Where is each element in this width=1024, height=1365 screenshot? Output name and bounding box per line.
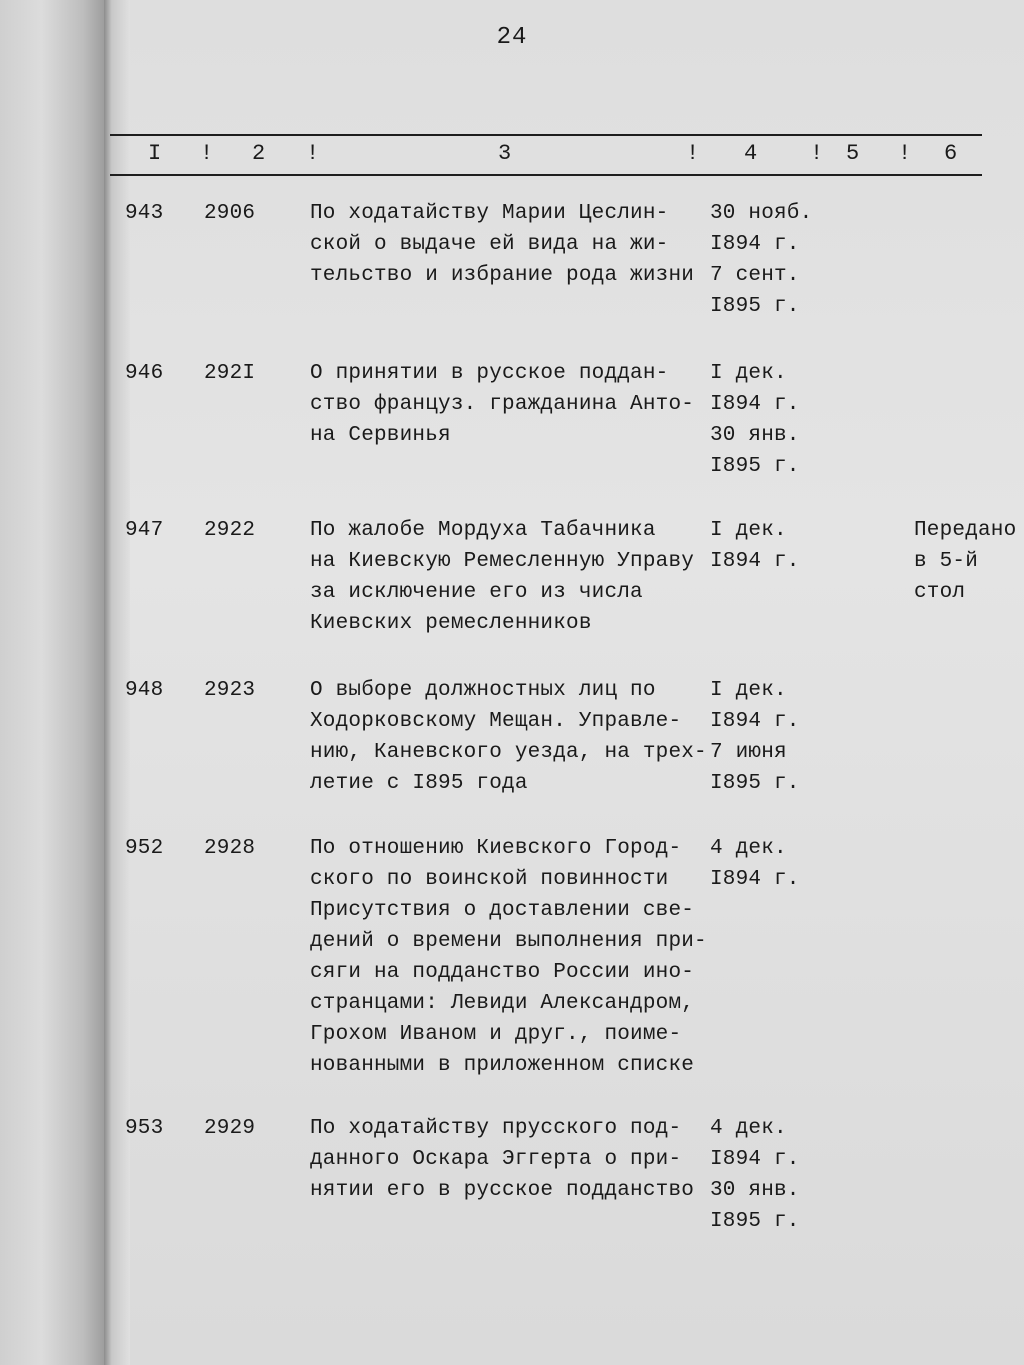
- row-date-line: I895 г.: [710, 772, 800, 795]
- row-note-line: в 5-й: [914, 550, 979, 573]
- row-description-line: По ходатайству прусского под-: [310, 1117, 682, 1140]
- row-date-line: I895 г.: [710, 455, 800, 478]
- row-description-line: данного Оскара Эггерта о при-: [310, 1148, 682, 1171]
- row-date-line: I дек.: [710, 362, 787, 385]
- row-reference: 2923: [204, 679, 256, 702]
- page-number: 24: [496, 24, 528, 51]
- row-date-line: 4 дек.: [710, 837, 787, 860]
- row-number: 947: [125, 519, 164, 542]
- row-description-line: Ходорковскому Мещан. Управле-: [310, 710, 682, 733]
- row-description-line: тельство и избрание рода жизни: [310, 264, 695, 287]
- row-number: 943: [125, 202, 164, 225]
- row-description-line: летие с I895 года: [310, 772, 528, 795]
- row-number: 948: [125, 679, 164, 702]
- row-description-line: нованными в приложенном списке: [310, 1054, 695, 1077]
- row-date-line: 7 сент.: [710, 264, 800, 287]
- row-description-line: ского по воинской повинности: [310, 868, 669, 891]
- row-reference: 2929: [204, 1117, 256, 1140]
- row-description-line: нятии его в русское подданство: [310, 1179, 695, 1202]
- header-sep-3: !: [686, 141, 700, 166]
- row-description-line: ской о выдаче ей вида на жи-: [310, 233, 669, 256]
- row-description-line: Киевских ремесленников: [310, 612, 592, 635]
- binding-strip: [0, 0, 104, 1365]
- header-col-3: 3: [498, 141, 512, 166]
- row-date-line: 30 нояб.: [710, 202, 813, 225]
- row-note-line: стол: [914, 581, 966, 604]
- row-date-line: 7 июня: [710, 741, 787, 764]
- row-reference: 2906: [204, 202, 256, 225]
- row-date-line: I дек.: [710, 519, 787, 542]
- row-description-line: По ходатайству Марии Цеслин-: [310, 202, 669, 225]
- row-date-line: 30 янв.: [710, 1179, 800, 1202]
- row-reference: 2922: [204, 519, 256, 542]
- row-date-line: I895 г.: [710, 295, 800, 318]
- row-date-line: 4 дек.: [710, 1117, 787, 1140]
- row-date-line: I894 г.: [710, 1148, 800, 1171]
- header-top-rule: [110, 134, 982, 136]
- row-number: 953: [125, 1117, 164, 1140]
- row-date-line: I894 г.: [710, 868, 800, 891]
- row-description-line: О выборе должностных лиц по: [310, 679, 656, 702]
- row-date-line: 30 янв.: [710, 424, 800, 447]
- header-col-5: 5: [846, 141, 860, 166]
- header-sep-1: !: [200, 141, 214, 166]
- row-description-line: По жалобе Мордуха Табачника: [310, 519, 656, 542]
- header-sep-5: !: [898, 141, 912, 166]
- row-description-line: Присутствия о доставлении све-: [310, 899, 695, 922]
- row-reference: 2928: [204, 837, 256, 860]
- header-sep-2: !: [306, 141, 320, 166]
- header-col-2: 2: [252, 141, 266, 166]
- row-description-line: на Киевскую Ремесленную Управу: [310, 550, 695, 573]
- row-date-line: I894 г.: [710, 550, 800, 573]
- row-note-line: Передано: [914, 519, 1017, 542]
- row-number: 952: [125, 837, 164, 860]
- row-date-line: I894 г.: [710, 710, 800, 733]
- row-description-line: По отношению Киевского Город-: [310, 837, 682, 860]
- row-description-line: дений о времени выполнения при-: [310, 930, 707, 953]
- row-description-line: нию, Каневского уезда, на трех-: [310, 741, 707, 764]
- row-description-line: на Сервинья: [310, 424, 451, 447]
- row-reference: 292I: [204, 362, 256, 385]
- row-date-line: I894 г.: [710, 393, 800, 416]
- header-col-4: 4: [744, 141, 758, 166]
- row-date-line: I дек.: [710, 679, 787, 702]
- row-description-line: сяги на подданство России ино-: [310, 961, 695, 984]
- header-col-6: 6: [944, 141, 958, 166]
- header-col-1: I: [148, 141, 162, 166]
- header-bottom-rule: [110, 174, 982, 176]
- row-number: 946: [125, 362, 164, 385]
- row-description-line: ство француз. гражданина Анто-: [310, 393, 695, 416]
- row-date-line: I894 г.: [710, 233, 800, 256]
- row-description-line: О принятии в русское поддан-: [310, 362, 669, 385]
- header-sep-4: !: [810, 141, 824, 166]
- row-date-line: I895 г.: [710, 1210, 800, 1233]
- row-description-line: за исключение его из числа: [310, 581, 643, 604]
- row-description-line: странцами: Левиди Александром,: [310, 992, 695, 1015]
- row-description-line: Грохом Иваном и друг., поиме-: [310, 1023, 682, 1046]
